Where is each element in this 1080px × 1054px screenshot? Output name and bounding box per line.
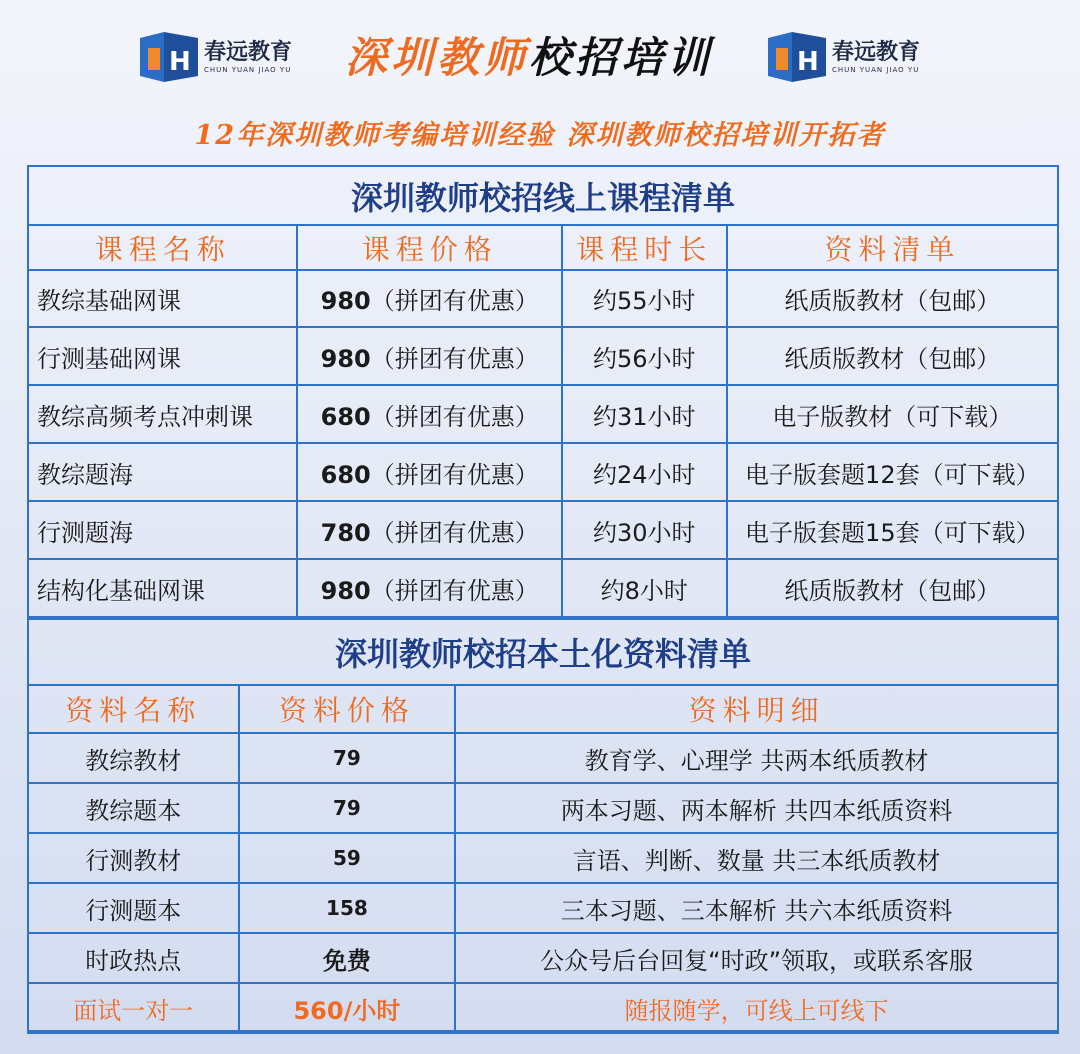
table-row	[28, 327, 1058, 385]
logo-icon	[768, 32, 826, 82]
svg-text:H: H	[797, 47, 819, 77]
table-row	[28, 783, 1058, 833]
logo-right	[768, 32, 920, 82]
material-detail: 随报随学，可线上可线下	[455, 983, 1058, 1033]
table-row	[28, 270, 1058, 327]
title-part1: 深圳教师	[345, 33, 530, 82]
course-name: 教综高频考点冲刺课	[28, 385, 297, 443]
course-price: 680（拼团有优惠）	[297, 443, 562, 501]
material-price: 79	[239, 733, 456, 783]
material-detail: 教育学、心理学 共两本纸质教材	[455, 733, 1058, 783]
course-duration: 约56小时	[562, 327, 727, 385]
material-price: 560/小时	[239, 983, 456, 1033]
materials-table	[27, 618, 1059, 1034]
table-row	[28, 933, 1058, 983]
course-price: 980（拼团有优惠）	[297, 559, 562, 617]
logo-name: 春远教育	[204, 40, 293, 65]
logo-icon	[140, 32, 198, 82]
course-duration: 约55小时	[562, 270, 727, 327]
table-row	[28, 443, 1058, 501]
column-header: 课程时长	[562, 225, 727, 270]
course-duration: 约31小时	[562, 385, 727, 443]
material-name: 面试一对一	[28, 983, 239, 1033]
logo-tagline: CHUN YUAN JIAO YU	[832, 66, 920, 74]
logo-tagline: CHUN YUAN JIAO YU	[204, 66, 292, 74]
page-header	[0, 0, 1080, 112]
column-header: 课程价格	[297, 225, 562, 270]
table-row	[28, 883, 1058, 933]
material-name: 教综题本	[28, 783, 239, 833]
course-material: 电子版教材（可下载）	[727, 385, 1058, 443]
course-duration: 约24小时	[562, 443, 727, 501]
title-part2: 校招培训	[529, 33, 714, 82]
table-row	[28, 501, 1058, 559]
price-panel	[27, 165, 1059, 1032]
course-name: 教综基础网课	[28, 270, 297, 327]
course-price: 980（拼团有优惠）	[297, 270, 562, 327]
course-material: 纸质版教材（包邮）	[727, 270, 1058, 327]
course-name: 行测题海	[28, 501, 297, 559]
column-header: 资料明细	[455, 685, 1058, 733]
material-name: 教综教材	[28, 733, 239, 783]
course-name: 结构化基础网课	[28, 559, 297, 617]
material-price: 79	[239, 783, 456, 833]
svg-text:H: H	[169, 47, 191, 77]
course-material: 电子版套题12套（可下载）	[727, 443, 1058, 501]
course-price: 980（拼团有优惠）	[297, 327, 562, 385]
material-price: 59	[239, 833, 456, 883]
table-row	[28, 733, 1058, 783]
course-price: 680（拼团有优惠）	[297, 385, 562, 443]
courses-table	[27, 165, 1059, 618]
course-material: 纸质版教材（包邮）	[727, 559, 1058, 617]
course-material: 纸质版教材（包邮）	[727, 327, 1058, 385]
table-row	[28, 559, 1058, 617]
material-detail: 言语、判断、数量 共三本纸质教材	[455, 833, 1058, 883]
column-header: 资料价格	[239, 685, 456, 733]
course-name: 教综题海	[28, 443, 297, 501]
material-detail: 公众号后台回复“时政”领取，或联系客服	[455, 933, 1058, 983]
table-row	[28, 385, 1058, 443]
material-detail: 三本习题、三本解析 共六本纸质资料	[455, 883, 1058, 933]
course-duration: 约30小时	[562, 501, 727, 559]
column-header: 资料清单	[727, 225, 1058, 270]
material-price: 免费	[239, 933, 456, 983]
material-name: 行测题本	[28, 883, 239, 933]
logo-left	[140, 32, 292, 82]
course-material: 电子版套题15套（可下载）	[727, 501, 1058, 559]
subtitle: 12年深圳教师考编培训经验 深圳教师校招培训开拓者	[194, 120, 886, 151]
table-row	[28, 833, 1058, 883]
course-name: 行测基础网课	[28, 327, 297, 385]
course-duration: 约8小时	[562, 559, 727, 617]
table-row	[28, 983, 1058, 1033]
materials-title: 深圳教师校招本土化资料清单	[28, 619, 1058, 685]
course-price: 780（拼团有优惠）	[297, 501, 562, 559]
material-detail: 两本习题、两本解析 共四本纸质资料	[455, 783, 1058, 833]
courses-title: 深圳教师校招线上课程清单	[28, 166, 1058, 225]
column-header: 资料名称	[28, 685, 239, 733]
material-price: 158	[239, 883, 456, 933]
logo-name: 春远教育	[832, 40, 921, 65]
column-header: 课程名称	[28, 225, 297, 270]
material-name: 行测教材	[28, 833, 239, 883]
material-name: 时政热点	[28, 933, 239, 983]
page-title	[345, 30, 713, 86]
